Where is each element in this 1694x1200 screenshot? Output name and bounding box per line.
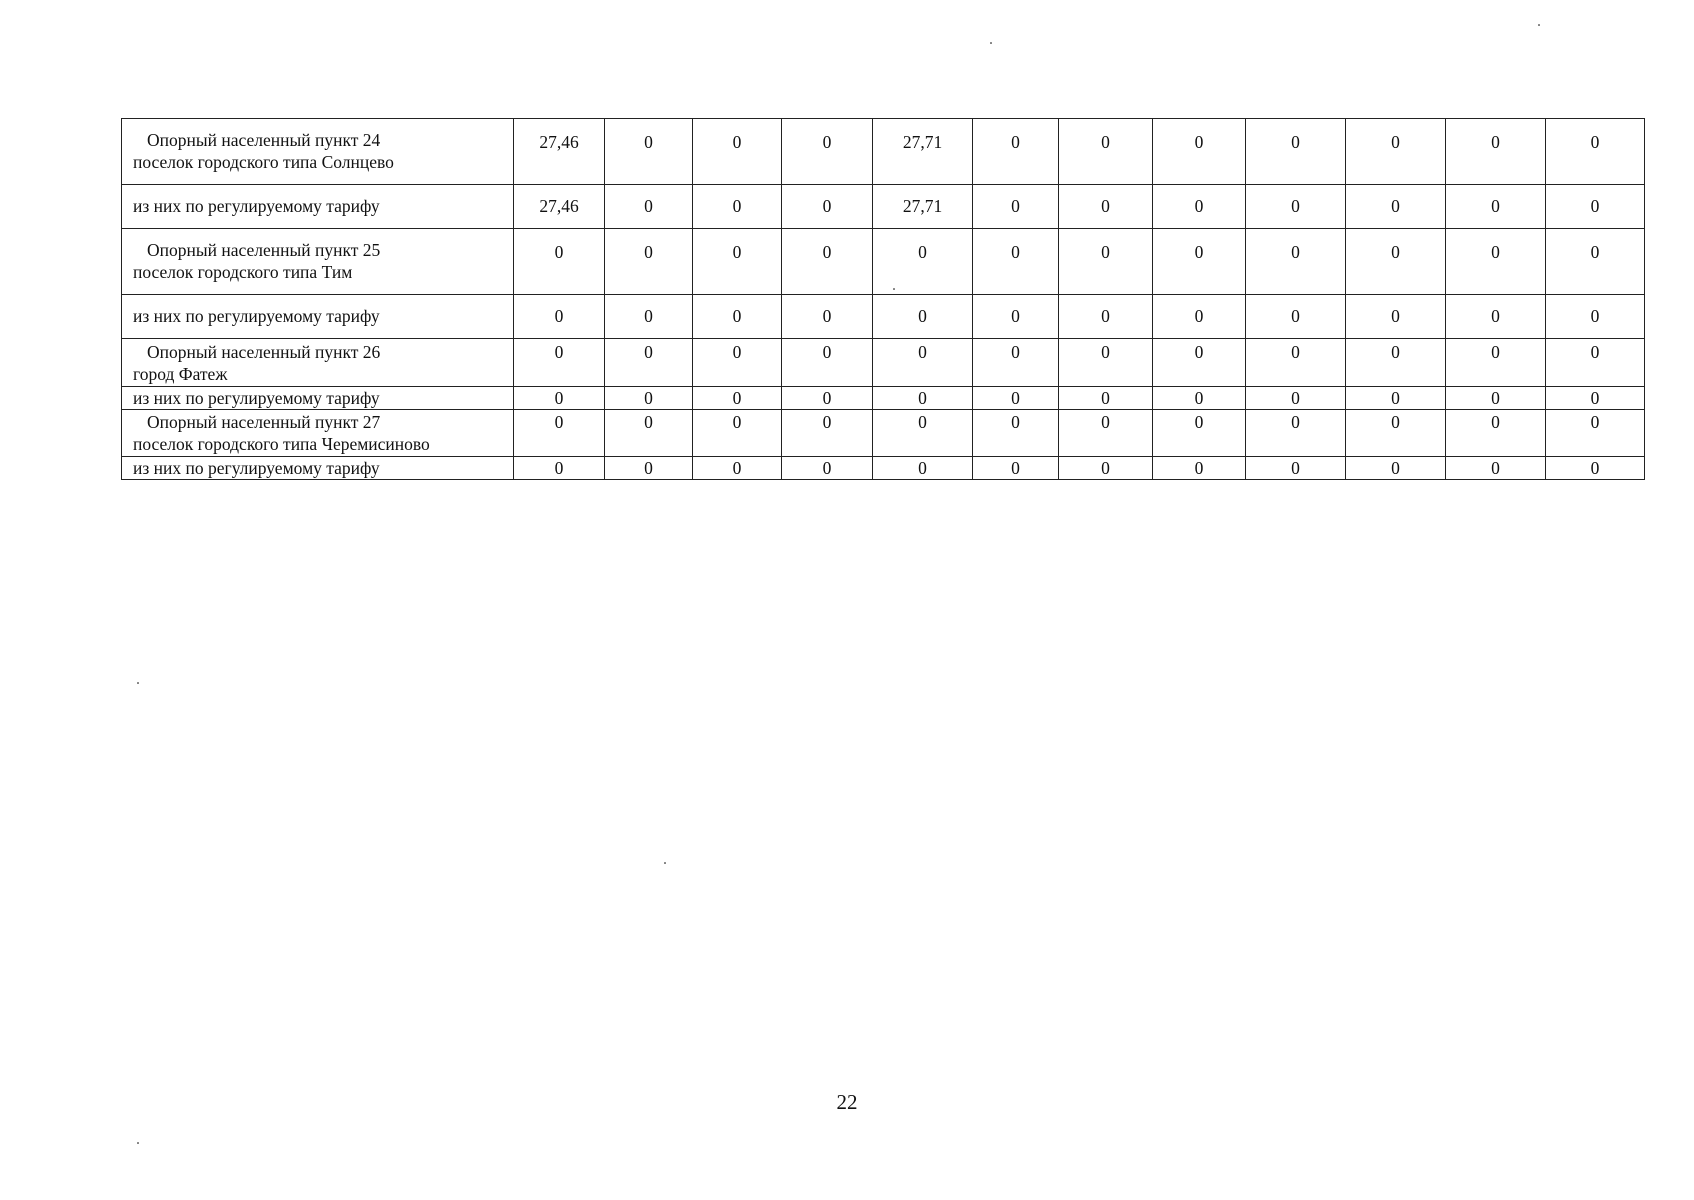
row-label-cell bbox=[122, 387, 514, 410]
value-cell: 0 bbox=[1059, 295, 1153, 339]
value-cell: 0 bbox=[873, 457, 973, 480]
value-cell: 0 bbox=[1546, 387, 1645, 410]
row-label-cell bbox=[122, 229, 514, 295]
value-cell: 0 bbox=[1346, 119, 1446, 185]
value-cell: 0 bbox=[1346, 339, 1446, 387]
value-cell: 0 bbox=[973, 185, 1059, 229]
row-label-line: из них по регулируемому тарифу bbox=[133, 388, 380, 408]
row-label-line: город Фатеж bbox=[133, 364, 228, 384]
value-cell: 0 bbox=[1246, 229, 1346, 295]
scan-speck bbox=[893, 288, 895, 290]
value-cell: 0 bbox=[1246, 387, 1346, 410]
value-cell: 0 bbox=[873, 295, 973, 339]
scan-speck bbox=[137, 682, 139, 684]
row-label-line: из них по регулируемому тарифу bbox=[133, 458, 380, 478]
row-label-cell bbox=[122, 119, 514, 185]
value-cell: 0 bbox=[693, 229, 782, 295]
row-label-line: из них по регулируемому тарифу bbox=[133, 196, 380, 216]
row-label-line: поселок городского типа Солнцево bbox=[133, 152, 394, 172]
value-cell: 0 bbox=[782, 295, 873, 339]
value-cell: 0 bbox=[1446, 295, 1546, 339]
value-cell: 0 bbox=[1346, 229, 1446, 295]
page-number: 22 bbox=[836, 1090, 858, 1114]
value-cell: 0 bbox=[1446, 119, 1546, 185]
value-cell: 0 bbox=[605, 410, 693, 457]
value-cell: 0 bbox=[1546, 457, 1645, 480]
value-cell: 0 bbox=[1246, 410, 1346, 457]
value-cell: 0 bbox=[1059, 410, 1153, 457]
value-cell: 27,46 bbox=[514, 185, 605, 229]
scan-speck bbox=[137, 1142, 139, 1144]
value-cell: 0 bbox=[693, 410, 782, 457]
value-cell: 0 bbox=[605, 119, 693, 185]
value-cell: 0 bbox=[1446, 185, 1546, 229]
value-cell: 0 bbox=[1059, 339, 1153, 387]
value-cell: 0 bbox=[1346, 387, 1446, 410]
value-cell: 27,71 bbox=[873, 119, 973, 185]
value-cell: 0 bbox=[1246, 119, 1346, 185]
value-cell: 0 bbox=[1153, 410, 1246, 457]
table-body bbox=[122, 119, 1645, 480]
table-row bbox=[122, 185, 1645, 229]
value-cell: 0 bbox=[973, 295, 1059, 339]
table-row bbox=[122, 229, 1645, 295]
value-cell: 0 bbox=[693, 295, 782, 339]
value-cell: 0 bbox=[1346, 410, 1446, 457]
value-cell: 0 bbox=[605, 339, 693, 387]
value-cell: 0 bbox=[514, 410, 605, 457]
value-cell: 0 bbox=[1246, 339, 1346, 387]
value-cell: 0 bbox=[1546, 119, 1645, 185]
value-cell: 0 bbox=[1059, 457, 1153, 480]
value-cell: 0 bbox=[873, 229, 973, 295]
scan-speck bbox=[990, 42, 992, 44]
row-label-cell bbox=[122, 457, 514, 480]
value-cell: 0 bbox=[693, 457, 782, 480]
row-label-line: Опорный населенный пункт 26 bbox=[147, 342, 381, 362]
value-cell: 0 bbox=[1546, 410, 1645, 457]
value-cell: 0 bbox=[693, 119, 782, 185]
table-row bbox=[122, 119, 1645, 185]
value-cell: 0 bbox=[693, 387, 782, 410]
scan-speck bbox=[1538, 24, 1540, 26]
value-cell: 0 bbox=[1346, 295, 1446, 339]
value-cell: 0 bbox=[1059, 387, 1153, 410]
value-cell: 0 bbox=[1153, 119, 1246, 185]
value-cell: 0 bbox=[1246, 295, 1346, 339]
value-cell: 0 bbox=[605, 185, 693, 229]
value-cell: 0 bbox=[782, 410, 873, 457]
row-label-line: Опорный населенный пункт 27 bbox=[147, 412, 381, 432]
table-row bbox=[122, 295, 1645, 339]
value-cell: 0 bbox=[1153, 229, 1246, 295]
row-label-cell bbox=[122, 295, 514, 339]
value-cell: 0 bbox=[1153, 387, 1246, 410]
value-cell: 0 bbox=[782, 457, 873, 480]
row-label-cell bbox=[122, 410, 514, 457]
value-cell: 0 bbox=[1059, 229, 1153, 295]
table-row bbox=[122, 387, 1645, 410]
value-cell: 0 bbox=[605, 295, 693, 339]
value-cell: 0 bbox=[782, 229, 873, 295]
value-cell: 0 bbox=[514, 229, 605, 295]
row-label-line: Опорный населенный пункт 25 bbox=[147, 240, 381, 260]
value-cell: 0 bbox=[1059, 185, 1153, 229]
tariff-table bbox=[121, 118, 1645, 480]
value-cell: 0 bbox=[1153, 295, 1246, 339]
value-cell: 0 bbox=[782, 339, 873, 387]
value-cell: 0 bbox=[973, 229, 1059, 295]
value-cell: 0 bbox=[693, 185, 782, 229]
value-cell: 0 bbox=[973, 410, 1059, 457]
value-cell: 0 bbox=[873, 410, 973, 457]
row-label-cell bbox=[122, 339, 514, 387]
value-cell: 0 bbox=[782, 185, 873, 229]
table-row bbox=[122, 457, 1645, 480]
value-cell: 0 bbox=[514, 457, 605, 480]
value-cell: 0 bbox=[514, 387, 605, 410]
value-cell: 0 bbox=[873, 339, 973, 387]
scan-speck bbox=[664, 862, 666, 864]
value-cell: 0 bbox=[1059, 119, 1153, 185]
value-cell: 0 bbox=[1346, 457, 1446, 480]
value-cell: 0 bbox=[782, 387, 873, 410]
value-cell: 0 bbox=[873, 387, 973, 410]
table-row bbox=[122, 339, 1645, 387]
row-label-line: Опорный населенный пункт 24 bbox=[147, 130, 381, 150]
value-cell: 0 bbox=[1346, 185, 1446, 229]
value-cell: 0 bbox=[1546, 295, 1645, 339]
value-cell: 0 bbox=[973, 119, 1059, 185]
value-cell: 0 bbox=[1153, 457, 1246, 480]
value-cell: 0 bbox=[1446, 457, 1546, 480]
value-cell: 0 bbox=[973, 457, 1059, 480]
value-cell: 0 bbox=[1246, 457, 1346, 480]
row-label-cell bbox=[122, 185, 514, 229]
value-cell: 0 bbox=[1446, 229, 1546, 295]
value-cell: 0 bbox=[1446, 387, 1546, 410]
row-label-line: поселок городского типа Тим bbox=[133, 262, 353, 282]
value-cell: 0 bbox=[605, 387, 693, 410]
value-cell: 0 bbox=[1446, 339, 1546, 387]
value-cell: 0 bbox=[514, 339, 605, 387]
value-cell: 0 bbox=[1446, 410, 1546, 457]
table-row bbox=[122, 410, 1645, 457]
value-cell: 27,46 bbox=[514, 119, 605, 185]
row-label-line: поселок городского типа Черемисиново bbox=[133, 434, 430, 454]
value-cell: 27,71 bbox=[873, 185, 973, 229]
row-label-line: из них по регулируемому тарифу bbox=[133, 306, 380, 326]
value-cell: 0 bbox=[1153, 185, 1246, 229]
value-cell: 0 bbox=[782, 119, 873, 185]
value-cell: 0 bbox=[1546, 229, 1645, 295]
value-cell: 0 bbox=[605, 457, 693, 480]
value-cell: 0 bbox=[973, 339, 1059, 387]
value-cell: 0 bbox=[1546, 339, 1645, 387]
value-cell: 0 bbox=[973, 387, 1059, 410]
value-cell: 0 bbox=[1153, 339, 1246, 387]
value-cell: 0 bbox=[693, 339, 782, 387]
value-cell: 0 bbox=[605, 229, 693, 295]
value-cell: 0 bbox=[514, 295, 605, 339]
value-cell: 0 bbox=[1546, 185, 1645, 229]
value-cell: 0 bbox=[1246, 185, 1346, 229]
